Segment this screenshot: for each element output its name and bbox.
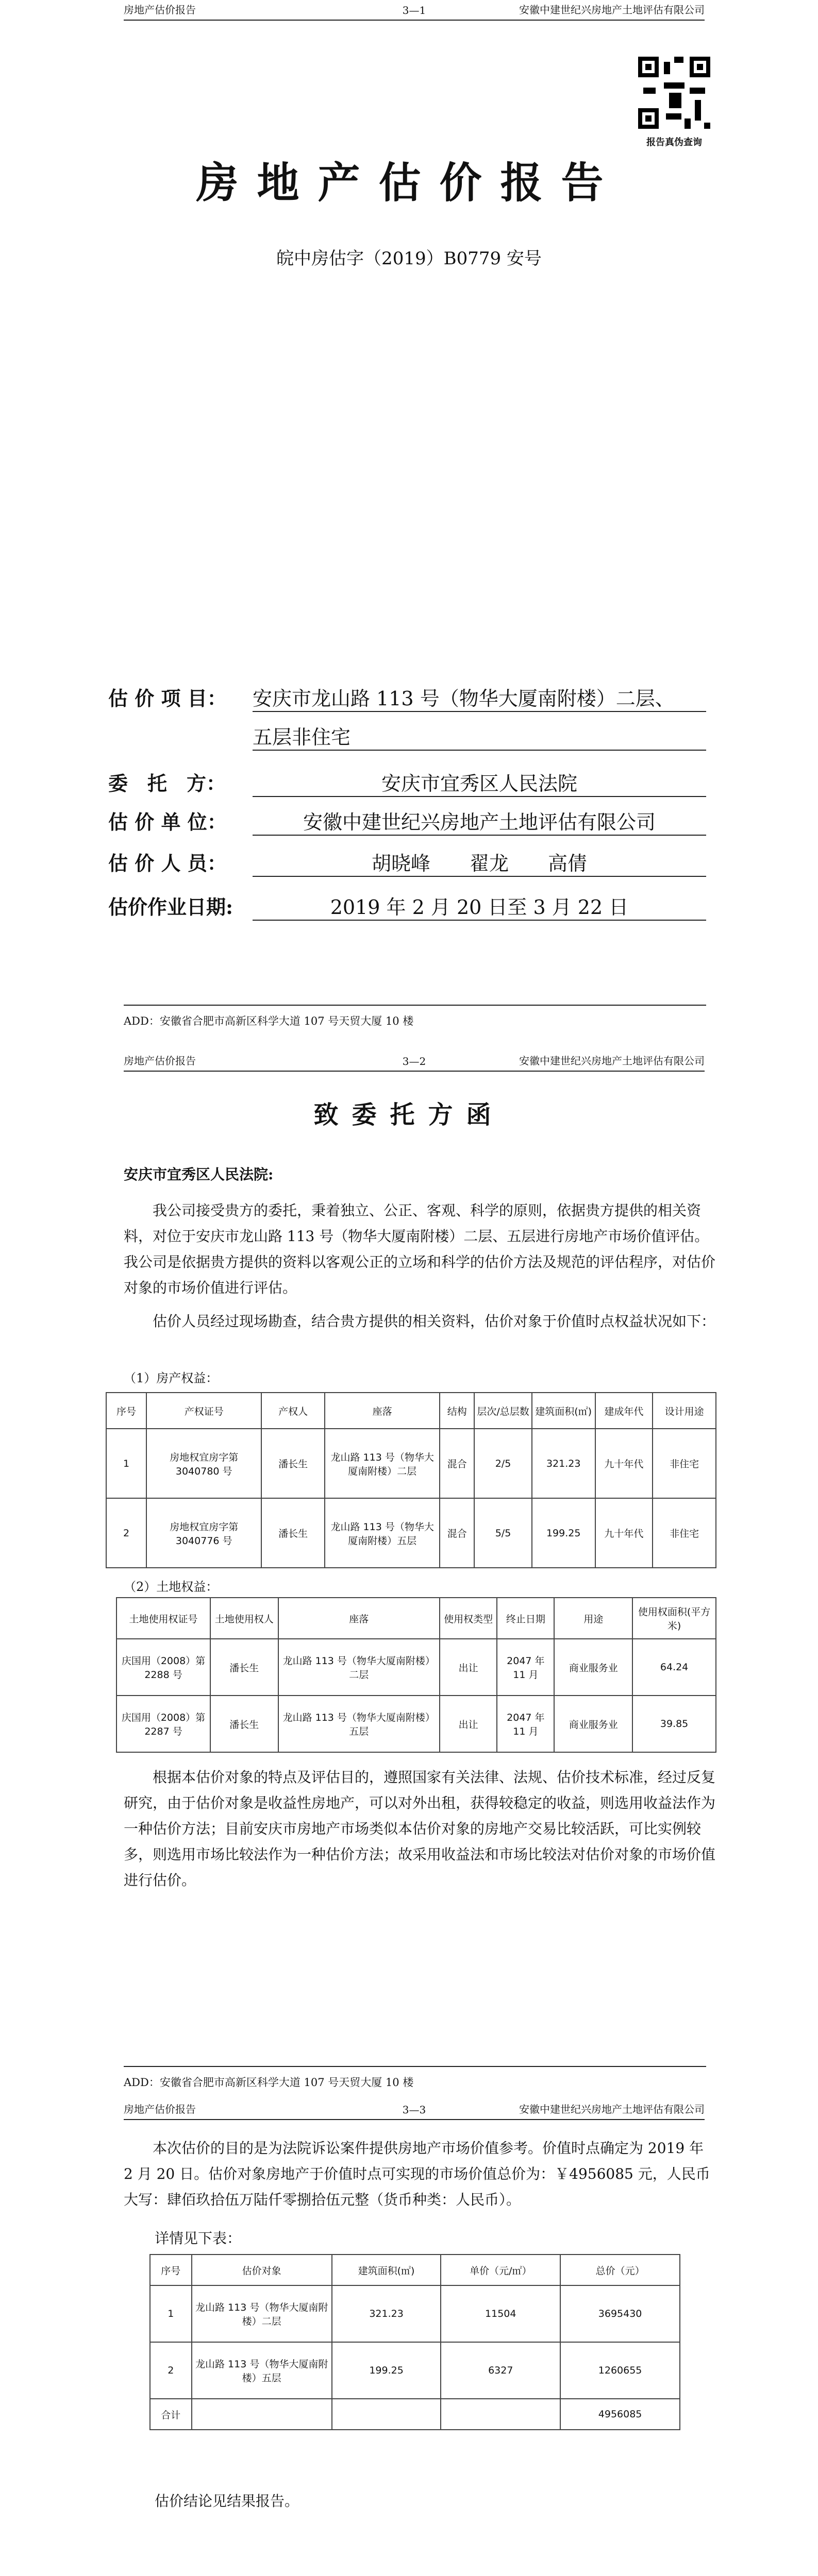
- valuation-result-table: [149, 2254, 680, 2430]
- signature-company: [356, 2573, 673, 2576]
- land-rights-table: [116, 1597, 716, 1753]
- house-rights-title: （1）房产权益：: [124, 1371, 219, 1385]
- page-footer: ADD：安徽省合肥市高新区科学大道 107 号天贸大厦 10 楼: [124, 1005, 706, 1028]
- table-row: 2 房地权宜房字第 3040776 号 潘长生 龙山路 113 号（物华大厦南附楼）五层 混合 5/5 199.25 九十年代 非住宅: [106, 1498, 716, 1568]
- report-number: 皖中房估字（2019）B0779 安号: [276, 248, 542, 269]
- header-left: 房地产估价报告: [124, 4, 196, 16]
- letter-para-1: 我公司接受贵方的委托，秉着独立、公正、客观、科学的原则，依据贵方提供的相关资料，对位于安庆市龙山路 113 号（物华大厦南附楼）二层、五层进行房地产市场价值评估。我公司是依据贵方提供的资料以客观公正的立场和科学的估价方法及规范的评估程序，对估价对象的市场价值进行评估。: [124, 1202, 716, 1296]
- result-page: [0, 2099, 818, 2576]
- header-right: 安徽中建世纪兴房地产土地评估有限公司: [519, 1055, 705, 1067]
- table-header-row: 土地使用权证号 土地使用权人 座落 使用权类型 终止日期 用途 使用权面积(平方米): [116, 1598, 716, 1639]
- report-title: 房地产估价报告: [196, 158, 622, 208]
- page-header: [124, 2099, 705, 2120]
- header-page-no: 3—1: [402, 4, 426, 16]
- letter-title: 致委托方函: [313, 1100, 505, 1129]
- cover-item-project: 估 价 项 目： 安庆市龙山路 113 号（物华大厦南附楼）二层、: [108, 683, 706, 712]
- cover-item-firm: 估 价 单 位： 安徽中建世纪兴房地产土地评估有限公司: [108, 806, 706, 836]
- qr-code-icon[interactable]: [638, 57, 710, 129]
- letter-para-4: 本次估价的目的是为法院诉讼案件提供房地产市场价值参考。价值时点确定为 2019 年 2 月 20 日。估价对象房地产于价值时点可实现的市场价值总价为：￥4956085 元，人民币大写：肆佰玖拾伍万陆仟零捌拾伍元整（货币种类：人民币）。: [124, 2140, 710, 2208]
- header-page-no: 3—3: [402, 2104, 426, 2116]
- land-rights-title: （2）土地权益：: [124, 1580, 219, 1594]
- table-row: 庆国用（2008）第 2288 号 潘长生 龙山路 113 号（物华大厦南附楼）二层 出让 2047 年 11 月 商业服务业 64.24: [116, 1639, 716, 1696]
- cover-item-appraisers: 估 价 人 员： 胡晓峰 翟龙 高倩: [108, 848, 706, 877]
- detail-caption: 详情见下表：: [155, 2230, 242, 2247]
- header-right: 安徽中建世纪兴房地产土地评估有限公司: [519, 2103, 705, 2115]
- cover-item-client: 委 托 方： 安庆市宜秀区人民法院: [108, 768, 706, 797]
- closing-text: 估价结论见结果报告。: [155, 2493, 299, 2510]
- page-footer: ADD：安徽省合肥市高新区科学大道 107 号天贸大厦 10 楼: [124, 2066, 706, 2090]
- addressee: 安庆市宜秀区人民法院:: [124, 1166, 274, 1183]
- header-page-no: 3—2: [402, 1055, 426, 1067]
- letter-para-3: 根据本估价对象的特点及评估目的，遵照国家有关法律、法规、估价技术标准，经过反复研究，由于估价对象是收益性房地产，可以对外出租，获得较稳定的收益，则选用收益法作为一种估价方法；目前安庆市房地产市场类似本估价对象的房地产交易比较活跃，可比实例较多，则选用市场比较法作为一种估价方法；故采用收益法和市场比较法对估价对象的市场价值进行估价。: [124, 1769, 716, 1889]
- cover-item-project-cont: 五层非住宅: [108, 721, 706, 751]
- house-rights-table: [106, 1392, 716, 1568]
- letter-page: [0, 1051, 818, 2092]
- table-row: 1 龙山路 113 号（物华大厦南附楼）二层 321.23 11504 3695430: [150, 2285, 680, 2342]
- letter-para-2: 估价人员经过现场勘查，结合贵方提供的相关资料，估价对象于价值时点权益状况如下：: [153, 1313, 716, 1330]
- qr-caption: 报告真伪查询: [646, 137, 702, 148]
- table-total-row: 合计 4956085: [150, 2399, 680, 2430]
- cover-page: [0, 0, 818, 1030]
- header-right: 安徽中建世纪兴房地产土地评估有限公司: [519, 4, 705, 16]
- header-left: 房地产估价报告: [124, 1055, 196, 1067]
- table-header-row: 序号 估价对象 建筑面积(㎡) 单价（元/㎡） 总价（元）: [150, 2255, 680, 2285]
- header-left: 房地产估价报告: [124, 2103, 196, 2115]
- table-header-row: 序号 产权证号 产权人 座落 结构 层次/总层数 建筑面积(㎡) 建成年代 设计用途: [106, 1393, 716, 1429]
- table-row: 1 房地权宜房字第 3040780 号 潘长生 龙山路 113 号（物华大厦南附楼）二层 混合 2/5 321.23 九十年代 非住宅: [106, 1429, 716, 1498]
- page-header: [124, 1051, 705, 1072]
- table-row: 庆国用（2008）第 2287 号 潘长生 龙山路 113 号（物华大厦南附楼）五层 出让 2047 年 11 月 商业服务业 39.85: [116, 1696, 716, 1752]
- table-row: 2 龙山路 113 号（物华大厦南附楼）五层 199.25 6327 1260655: [150, 2342, 680, 2399]
- page-header: [124, 0, 705, 21]
- cover-item-dates: 估价作业日期: 2019 年 2 月 20 日至 3 月 22 日: [108, 891, 706, 921]
